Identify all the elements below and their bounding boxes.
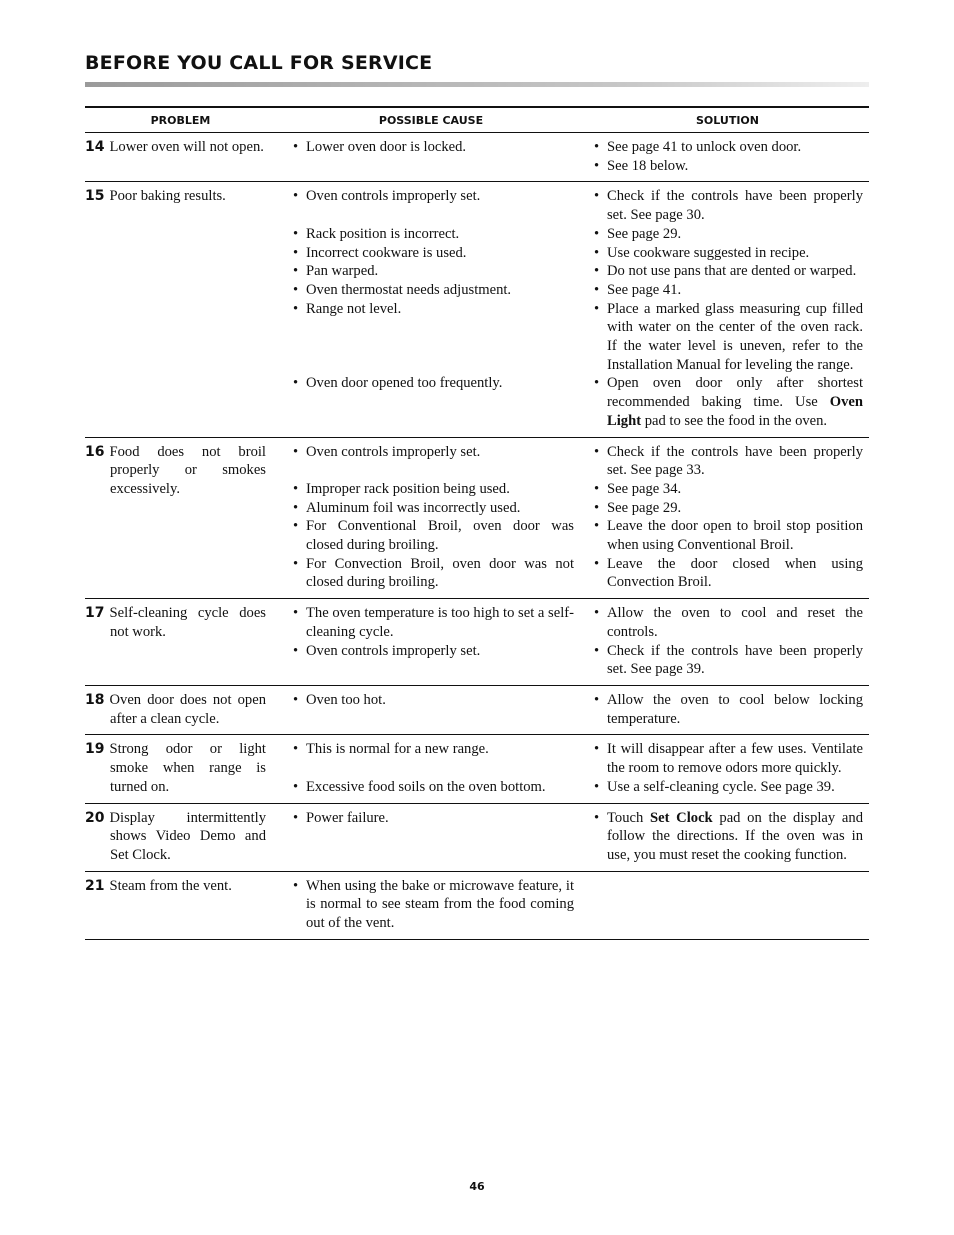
cause-item: • Oven controls improperly set.	[293, 443, 574, 462]
problem-number: 19	[85, 741, 105, 758]
problem-text: Oven door does not open after a clean cycle.	[109, 691, 266, 727]
problem-number: 16	[85, 443, 105, 460]
cause-item: • Rack position is incorrect.	[293, 225, 574, 244]
problem-number: 18	[85, 691, 105, 708]
table-row	[85, 685, 869, 734]
problem-text: Self-cleaning cycle does not work.	[109, 605, 266, 640]
solution-cell	[586, 599, 869, 686]
cause-item: • Oven door opened too frequently.	[293, 374, 574, 393]
problem-text: Food does not broil properly or smokes excessively.	[109, 443, 266, 497]
problem-text: Lower oven will not open.	[109, 139, 264, 155]
problem-cell	[85, 599, 276, 686]
problem-text: Poor baking results.	[109, 188, 226, 205]
page-number: 46	[469, 1180, 485, 1193]
problem-text: Steam from the vent.	[109, 877, 232, 894]
cause-cell	[276, 871, 586, 939]
problem-number: 21	[85, 877, 105, 894]
cause-cell	[276, 735, 586, 803]
page-title: BEFORE YOU CALL FOR SERVICE	[85, 52, 433, 74]
solution-item: • Use a self-cleaning cycle. See page 39.	[594, 778, 863, 797]
cause-item: • Aluminum foil was incorrectly used.	[293, 499, 574, 518]
header-possible-cause: POSSIBLE CAUSE	[276, 107, 586, 133]
problem-cell	[85, 803, 276, 871]
cause-item: • Range not level.	[293, 300, 574, 319]
solution-cell	[586, 871, 869, 939]
solution-item: • Leave the door closed when using Convection Broil.	[594, 555, 863, 592]
solution-item: • See page 29.	[594, 225, 863, 244]
cause-cell	[276, 803, 586, 871]
table-row	[85, 735, 869, 803]
solution-cell	[586, 437, 869, 599]
solution-cell	[586, 803, 869, 871]
problem-cell	[85, 735, 276, 803]
solution-item: • Check if the controls have been properly set. See page 39.	[594, 642, 863, 679]
cause-item: • This is normal for a new range.	[293, 740, 574, 759]
solution-item: • Place a marked glass measuring cup filled with water on the center of the oven rack. If the water level is uneven, refer to the Installation Manual for leveling the range.	[594, 300, 863, 375]
cause-cell	[276, 133, 586, 182]
problem-number: 15	[85, 188, 105, 205]
solution-item: • Check if the controls have been properly set. See page 33.	[594, 443, 863, 480]
problem-number: 20	[85, 809, 105, 826]
table-row	[85, 599, 869, 686]
header-problem: PROBLEM	[85, 107, 276, 133]
problem-text: Strong odor or light smoke when range is turned on.	[109, 741, 266, 795]
cause-item: • Pan warped.	[293, 262, 574, 281]
problem-cell	[85, 133, 276, 182]
solution-item: • See page 41 to unlock oven door.	[594, 138, 863, 157]
cause-item: • Excessive food soils on the oven bottom.	[293, 778, 574, 797]
problem-cell	[85, 182, 276, 437]
cause-item: • Improper rack position being used.	[293, 480, 574, 499]
table-row	[85, 182, 869, 437]
problem-number: 17	[85, 605, 105, 622]
solution-item: • See page 29.	[594, 499, 863, 518]
solution-item: • Check if the controls have been properly set. See page 30.	[594, 187, 863, 224]
table-row	[85, 133, 869, 182]
cause-item: • Incorrect cookware is used.	[293, 244, 574, 263]
set-clock-keyword: Set Clock	[650, 809, 713, 826]
cause-item: • The oven temperature is too high to set a self-cleaning cycle.	[293, 604, 574, 641]
solution-cell	[586, 182, 869, 437]
cause-item: • When using the bake or microwave feature, it is normal to see steam from the food coming out of the vent.	[293, 877, 574, 933]
solution-item: • See page 34.	[594, 480, 863, 499]
cause-item: • Oven thermostat needs adjustment.	[293, 281, 574, 300]
table-row	[85, 803, 869, 871]
cause-item: • Oven controls improperly set.	[293, 187, 574, 206]
cause-item: • For Conventional Broil, oven door was closed during broiling.	[293, 517, 574, 554]
solution-item: • Leave the door open to broil stop position when using Conventional Broil.	[594, 517, 863, 554]
problem-cell	[85, 871, 276, 939]
problem-text: Display intermittently shows Video Demo and Set Clock.	[109, 809, 266, 863]
solution-cell	[586, 133, 869, 182]
solution-item: • Allow the oven to cool below locking temperature.	[594, 691, 863, 728]
cause-item: • Oven controls improperly set.	[293, 642, 574, 661]
troubleshooting-table	[85, 106, 869, 940]
solution-item: • Allow the oven to cool and reset the controls.	[594, 604, 863, 641]
cause-item: • Power failure.	[293, 809, 574, 828]
table-row	[85, 437, 869, 599]
solution-item: • Touch Set Clock pad on the display and follow the directions. If the oven was in use, you must reset the cooking function.	[594, 809, 863, 865]
solution-item: • See page 41.	[594, 281, 863, 300]
cause-item: • Oven too hot.	[293, 691, 574, 710]
cause-item: • Lower oven door is locked.	[293, 138, 574, 157]
problem-cell	[85, 685, 276, 734]
table-header-row	[85, 107, 869, 133]
problem-number: 14	[85, 139, 105, 155]
solution-item: • It will disappear after a few uses. Ventilate the room to remove odors more quickly.	[594, 740, 863, 777]
oven-light-keyword: Oven Light	[607, 394, 863, 429]
solution-item: • See 18 below.	[594, 157, 863, 176]
problem-cell	[85, 437, 276, 599]
solution-cell	[586, 685, 869, 734]
cause-cell	[276, 182, 586, 437]
cause-cell	[276, 599, 586, 686]
table-row	[85, 871, 869, 939]
solution-cell	[586, 735, 869, 803]
solution-item: • Use cookware suggested in recipe.	[594, 244, 863, 263]
title-divider	[85, 82, 869, 87]
solution-item: • Open oven door only after shortest recommended baking time. Use Oven Light pad to see the food in the oven.	[594, 374, 863, 430]
solution-item: • Do not use pans that are dented or warped.	[594, 262, 863, 281]
cause-cell	[276, 685, 586, 734]
cause-cell	[276, 437, 586, 599]
cause-item: • For Convection Broil, oven door was not closed during broiling.	[293, 555, 574, 592]
header-solution: SOLUTION	[586, 107, 869, 133]
